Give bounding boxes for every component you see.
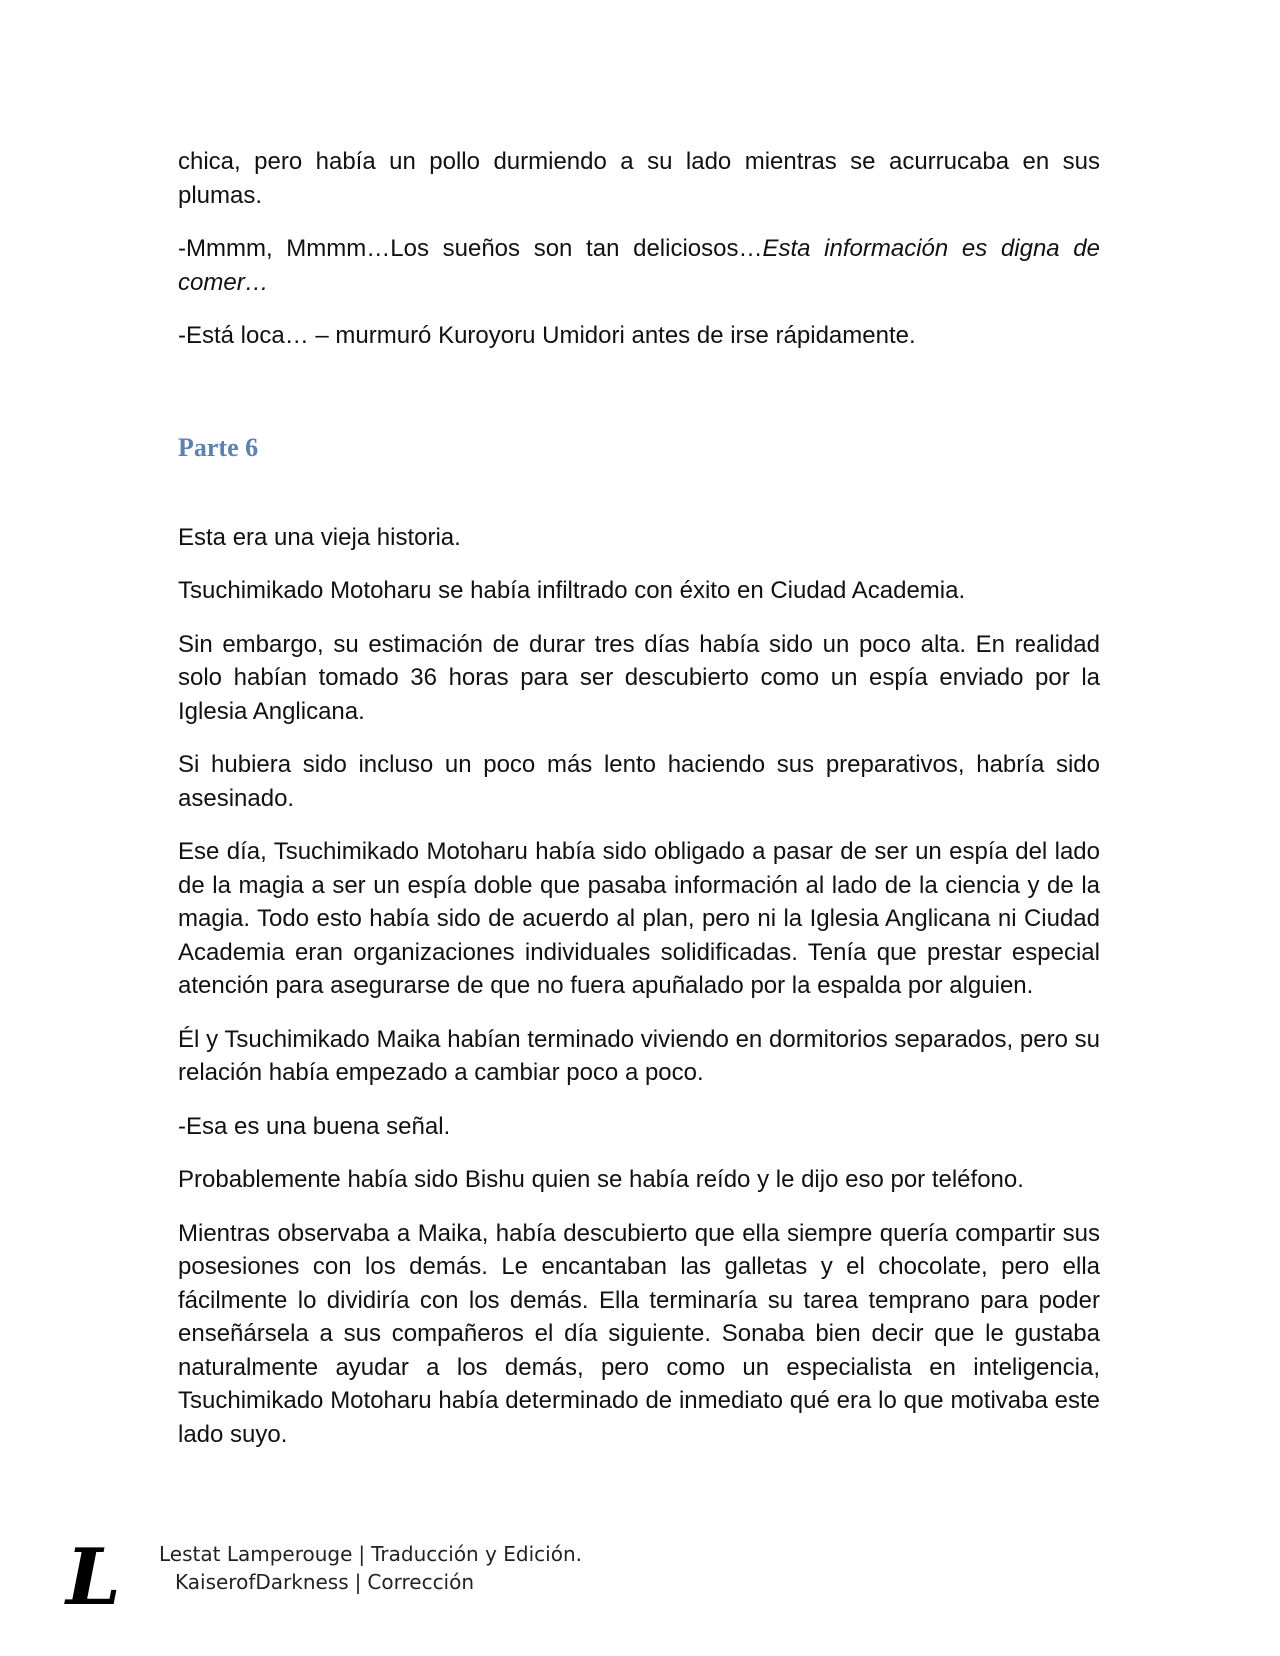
paragraph: Tsuchimikado Motoharu se había infiltrado con éxito en Ciudad Academia. [178, 577, 966, 604]
l-logo-icon: L [66, 1532, 121, 1623]
translator-role: Traducción y Edición. [371, 1542, 582, 1566]
paragraph: -Esa es una buena señal. [178, 1112, 451, 1140]
footer-credit-translation [159, 1542, 582, 1566]
page-footer [66, 1532, 766, 1623]
translator-name: Lestat Lamperouge [159, 1542, 353, 1566]
paragraph: Probablemente había sido Bishu quien se había reído y le dijo eso por teléfono. [178, 1166, 1024, 1193]
footer-credit-correction [175, 1570, 474, 1594]
paragraph: Si hubiera sido incluso un poco más lento haciendo sus preparativos, habría sido asesinado. [178, 751, 1100, 812]
corrector-name: KaiserofDarkness [175, 1570, 349, 1594]
page-content [178, 145, 1100, 1471]
paragraph: Mientras observaba a Maika, había descubierto que ella siempre quería compartir sus posesiones con los demás. Le encantaban las galletas y el chocolate, pero ella fácilmente lo dividiría con los demás. Ella terminaría su tarea temprano para poder enseñársela a sus compañeros el día siguiente. Sonaba bien decir que le gustaba naturalmente ayudar a los demás, pero como un especialista en inteligencia, Tsuchimikado Motoharu había determinado de inmediato qué era lo que motivaba este lado suyo. [178, 1219, 1100, 1448]
separator: | [354, 1570, 362, 1594]
paragraph: Él y Tsuchimikado Maika habían terminado viviendo en dormitorios separados, pero su relación había empezado a cambiar poco a poco. [178, 1025, 1100, 1086]
paragraph: Ese día, Tsuchimikado Motoharu había sido obligado a pasar de ser un espía del lado de la magia a ser un espía doble que pasaba información al lado de la ciencia y de la magia. Todo esto había sido de acuerdo al plan, pero ni la Iglesia Anglicana ni Ciudad Academia eran organizaciones individuales solidificadas. Tenía que prestar especial atención para asegurarse de que no fuera apuñalado por la espalda por alguien. [178, 838, 1100, 999]
corrector-role: Corrección [367, 1570, 475, 1594]
section-heading: Parte 6 [178, 432, 259, 462]
paragraph: Esta era una vieja historia. [178, 523, 461, 551]
dialogue-text: -Mmmm, Mmmm…Los sueños son tan deliciosos… [178, 235, 763, 262]
separator: | [358, 1542, 366, 1566]
paragraph: -Está loca… – murmuró Kuroyoru Umidori antes de irse rápidamente. [178, 322, 916, 349]
paragraph: Sin embargo, su estimación de durar tres días había sido un poco alta. En realidad solo habían tomado 36 horas para ser descubierto como un espía enviado por la Iglesia Anglicana. [178, 630, 1100, 725]
paragraph: chica, pero había un pollo durmiendo a su lado mientras se acurrucaba en sus plumas. [178, 148, 1100, 209]
italic-text: Esta información es digna de comer… [178, 235, 1101, 296]
paragraph [178, 232, 1100, 299]
